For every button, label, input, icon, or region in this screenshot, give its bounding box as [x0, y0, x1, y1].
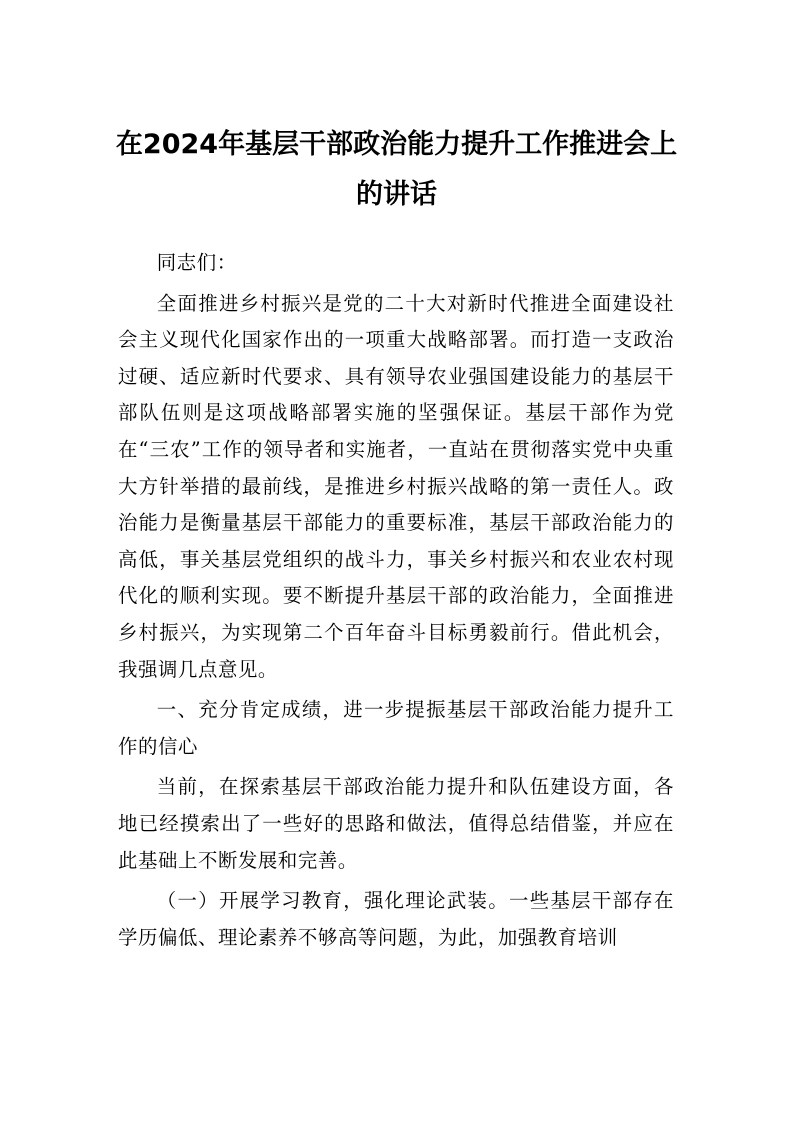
- salutation-paragraph: 同志们：: [156, 251, 237, 274]
- intro-paragraph: 全面推进乡村振兴是党的二十大对新时代推进全面建设社会主义现代化国家作出的一项重大战略部署。而打造一支政治过硬、适应新时代要求、具有领导农业强国建设能力的基层干部队伍则是这项战略部署实施的坚强保证。基层干部作为党在“三农”工作的领导者和实施者，一直站在贯彻落实党中央重大方针举措的最前线，是推进乡村振兴战略的第一责任人。政治能力是衡量基层干部能力的重要标准，基层干部政治能力的高低，事关基层党组织的战斗力，事关乡村振兴和农业农村现代化的顺利实现。要不断提升基层干部的政治能力，全面推进乡村振兴，为实现第二个百年奋斗目标勇毅前行。借此机会，我强调几点意见。: [118, 291, 674, 681]
- section-heading-1: 一、充分肯定成绩，进一步提振基层干部政治能力提升工作的信心: [118, 698, 674, 758]
- subsection-1-paragraph: （一）开展学习教育，强化理论武装。一些基层干部存在学历偏低、理论素养不够高等问题，为此，加强教育培训: [118, 889, 674, 949]
- document-body: [118, 245, 674, 960]
- section-1-paragraph: 当前，在探索基层干部政治能力提升和队伍建设方面，各地已经摸索出了一些好的思路和做法，值得总结借鉴，并应在此基础上不断发展和完善。: [118, 775, 674, 872]
- document-title: 在2024年基层干部政治能力提升工作推进会上的讲话: [115, 129, 678, 210]
